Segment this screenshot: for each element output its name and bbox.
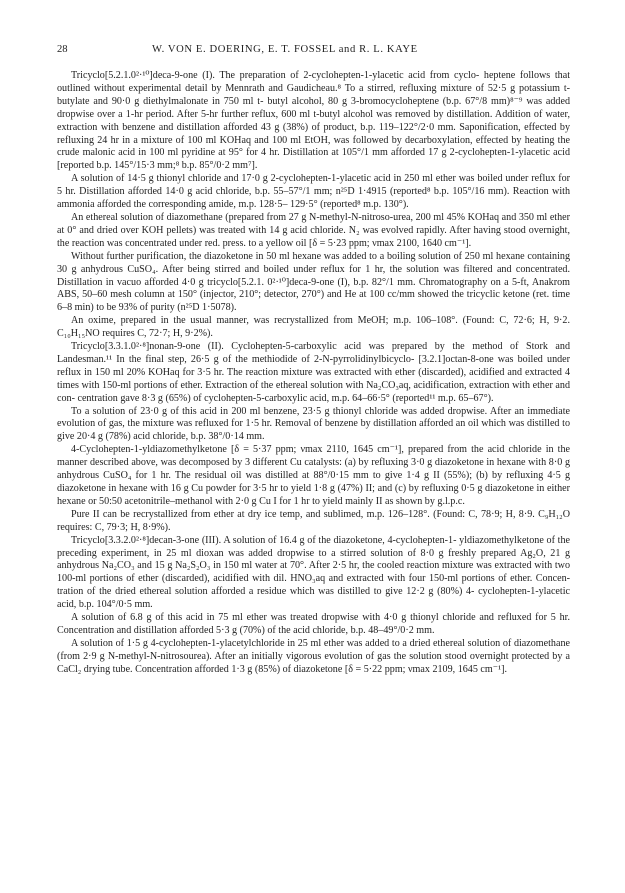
paragraph: Without further purification, the diazoketone in 50 ml hexane was added to a boiling solution of 250 ml hexane containing 30 g anhydrous CuSO₄. After being stirred and boiled under reflux for 1 hr, the solution was filtered and concentrated. Distillation in vacuo afforded 4·0 g tricyclo[5.2.1. 0²·¹⁰]deca-9-one (I), b.p. 82°/1 mm. Chromatography on a 5-ft, Anakrom ABS, 50–60 mesh column at 150° (injector, 210°; detector, 270°) and He at 100 cc/mm showed the tricyclic ketone (ret. time 6–8 min) to be 93% of purity (n²⁵D 1·5078). xyxy=(57,250,570,314)
paragraph: Pure II can be recrystallized from ether at dry ice temp, and sublimed, m.p. 126–128°. (Found: C, 78·9; H, 8·9. C₉H₁₂O requires: C, 79·3; H, 8·9%). xyxy=(57,508,570,533)
paragraph: An oxime, prepared in the usual manner, was recrystallized from MeOH; m.p. 106–108°. (Found: C, 72·6; H, 9·2. C₁₀H₁₅NO requires C, 72·7; H, 9·2%). xyxy=(57,315,570,340)
article-body xyxy=(57,70,570,677)
paragraph: A solution of 14·5 g thionyl chloride and 17·0 g 2-cyclohepten-1-ylacetic acid in 250 ml ether was boiled under reflux for 5 hr. Distillation afforded 14·0 g acid chloride, b.p. 55–57°/1 mm; n²⁵D 1·4915 (reported⁸ b.p. 105°/16 mm). Reaction with ammonia afforded the corresponding amide, m.p. 128·5– 129·5° (reported⁸ m.p. 130°). xyxy=(57,173,570,211)
paragraph: Tricyclo[3.3.1.0²·⁸]nonan-9-one (II). Cyclohepten-5-carboxylic acid was prepared by the method of Stork and Landesman.¹¹ In the final step, 26·5 g of the methiodide of 2-N-pyrrolidinylbicyclo- [3.2.1]octan-8-one was boiled under reflux in 150 ml 20% KOHaq for 3·5 hr. The reaction mixture was extracted with ether (discarded), acidified and extracted 4 times with 150-ml portions of ether. Extraction of the ethereal solution with Na₂CO₃aq, acidification, extraction with ether and con- centration gave 8·3 g (65%) of cyclohepten-5-carboxylic acid, m.p. 64–66·5° (reported¹¹ m.p. 65–67°). xyxy=(57,341,570,404)
paragraph: A solution of 6.8 g of this acid in 75 ml ether was treated dropwise with 4·0 g thionyl chloride and refluxed for 5 hr. Concentration and distillation afforded 5·3 g (70%) of the acid chloride, b.p. 48–49°/0·2 mm. xyxy=(57,612,570,636)
paragraph: A solution of 1·5 g 4-cyclohepten-1-ylacetylchloride in 25 ml ether was added to a dried ethereal solution of diazomethane (from 2·9 g N-methyl-N-nitrosourea). After an initially vigorous evolution of gas the solution stood overnight protected by a CaCl₂ drying tube. Concentration afforded 1·3 g (85%) of diazoketone [δ = 5·22 ppm; νmax 2109, 1645 cm⁻¹]. xyxy=(57,637,570,675)
paragraph: Tricyclo[3.3.2.0²·⁸]decan-3-one (III). A solution of 16.4 g of the diazoketone, 4-cyclohepten-1- yldiazomethylketone of the preceding experiment, in 25 ml dioxan was added dropwise to a stirred solution of 8·0 g freshly prepared Ag₂O, 21 g anhydrous Na₂CO₃ and 15 g Na₂S₂O₃ in 150 ml water at 70°. After 2·5 hr, the cooled reaction mixture was extracted with two 100-ml portions of ether (discarded), acidified with dil. HNO₃aq and extracted with four 150-ml portions of ether. Concen- tration of the dried ethereal solution afforded a residue which was distilled to give 12·2 g (80%) 4- cyclohepten-1-ylacetic acid, b.p. 104°/0·5 mm. xyxy=(57,534,570,611)
paragraph: Tricyclo[5.2.1.0²·¹⁰]deca-9-one (I). The preparation of 2-cyclohepten-1-ylacetic acid from cyclo- heptene follows that outlined without experimental detail by Mennrath and Gaudicheau.⁸ To a stirred, refluxing mixture of 52·5 g potassium t-butylate and 90·0 g diethylmalonate in 750 ml t- butyl alcohol, 80 g 3-bromocycloheptene (b.p. 67°/8 mm)⁸⁻⁹ was added dropwise over a 1-hr period. After 5-hr further reflux, 600 ml t-butyl alcohol was removed by distillation. Addition of water, extraction with benzene and distillation afforded 43 g (38%) of product, b.p. 119–122°/2·0 mm. Saponification, effected by refluxing 24 hr in a mixture of 100 ml KOHaq and 100 ml EtOH, was followed by decarboxylation, effected by heating the crude malonic acid in 100 ml pyridine at 95° for 4 hr. Distillation at 105°/1 mm afforded 17 g 2-cyclohepten-1-ylacetic acid [reported b.p. 145°/15·3 mm;⁸ b.p. 85°/0·2 mm⁷]. xyxy=(57,70,570,172)
page-number: 28 xyxy=(57,44,68,55)
page-header xyxy=(57,44,570,70)
paragraph: 4-Cyclohepten-1-yldiazomethylketone [δ = 5·37 ppm; νmax 2110, 1645 cm⁻¹], prepared from the acid chloride in the manner described above, was decomposed by 3 different Cu catalysts: (a) by refluxing 3·0 g diazoketone in hexane with 8·0 g anhydrous CuSO₄ for 1 hr. The residual oil was distilled at 88°/0·15 mm to give 1·4 g II (55%); (b) by refluxing 4·5 g diazoketone in hexane with 16 g Cu powder for 3·5 hr to yield 1·8 g (47%) II; and (c) by refluxing 0·5 g diazoketone in either hexane or 50:50 acetonitrile–methanol with 2·0 g Cu I for 1 hr to yield mainly II as shown by g.l.p.c. xyxy=(57,444,570,507)
running-head: W. VON E. DOERING, E. T. FOSSEL and R. L. KAYE xyxy=(152,44,418,55)
paragraph: An ethereal solution of diazomethane (prepared from 27 g N-methyl-N-nitroso-urea, 200 ml 45% KOHaq and 350 ml ether at 0° and dried over KOH pellets) was treated with 14 g acid chloride. N₂ was evolved rapidly. After having stood overnight, the reaction was concentrated under red. press. to a yellow oil [δ = 5·23 ppm; νmax 2100, 1640 cm⁻¹]. xyxy=(57,211,570,249)
paragraph: To a solution of 23·0 g of this acid in 200 ml benzene, 23·5 g thionyl chloride was added dropwise. After an immediate evolution of gas, the mixture was refluxed for 1·5 hr. Removal of benzene by distillation afforded an oil which was distilled to give 20·4 g (78%) acid chloride, b.p. 38°/0·14 mm. xyxy=(57,405,570,443)
